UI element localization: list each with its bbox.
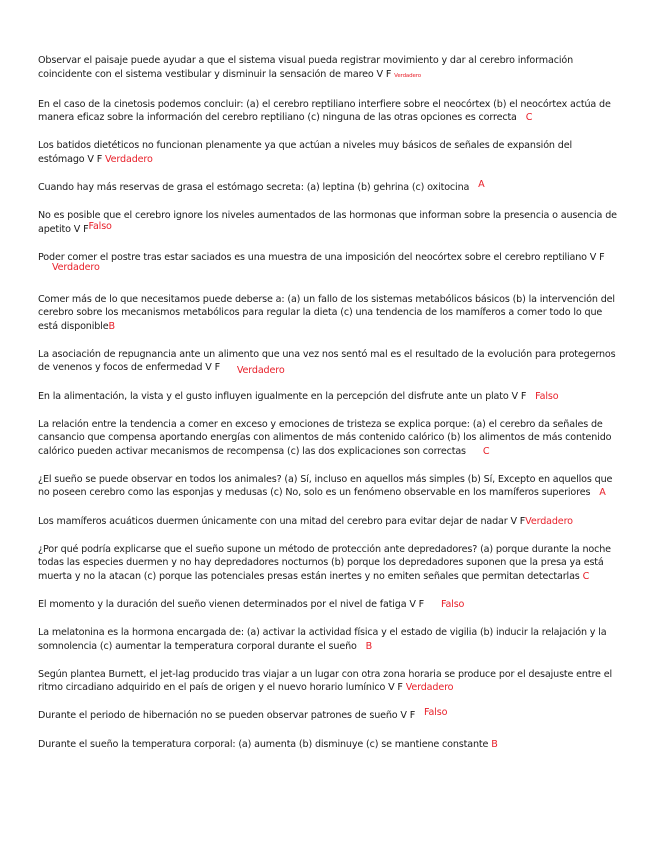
question-text: Cuando hay más reservas de grasa el estómago secreta: (a) leptina (b) gehrina (c) oxitocina <box>38 182 470 194</box>
question-item <box>38 139 620 166</box>
question-text: La asociación de repugnancia ante un alimento que una vez nos sentó mal es el resultado de la evolución para protegernos de venenos y focos de enfermedad V F <box>38 348 616 374</box>
question-text: El momento y la duración del sueño vienen determinados por el nivel de fatiga V F <box>38 598 425 610</box>
answer-mark: C <box>525 112 533 124</box>
question-text: ¿El sueño se puede observar en todos los animales? (a) Sí, incluso en aquellos más simples (b) Sí, Excepto en aquellos que no poseen cerebro como las esponjas y medusas (c) No, solo es un fenómeno observable en los mamíferos superiores <box>38 473 613 499</box>
answer-mark: B <box>491 738 498 750</box>
question-item <box>38 418 620 459</box>
question-text: Los batidos dietéticos no funcionan plenamente ya que actúan a niveles muy básicos de señales de expansión del estómago V F <box>38 140 572 165</box>
question-item <box>38 54 620 83</box>
question-text: Durante el periodo de hibernación no se pueden observar patrones de sueño V F <box>38 710 416 722</box>
question-item <box>38 515 620 529</box>
question-item <box>38 251 620 278</box>
question-text: La relación entre la tendencia a comer en exceso y emociones de tristeza se explica porque: (a) el cerebro da señales de cansancio que compensa aportando energías con alimentos de más contenido calórico (b) los alimentos de más contenido calórico pueden activar mecanismos de recompensa (c) las dos explicaciones son correctas <box>38 418 612 457</box>
question-text: Según plantea Burnett, el jet-lag producido tras viajar a un lugar con otra zona horaria se produce por el desajuste entre el ritmo circadiano adquirido en el país de origen y el nuevo horario lumínico V F <box>38 668 612 694</box>
question-text: No es posible que el cerebro ignore los niveles aumentados de las hormonas que informan sobre la presencia o ausencia de apetito V F <box>38 210 617 235</box>
answer-mark: A <box>599 487 606 499</box>
question-list <box>38 54 620 766</box>
answer-mark: Verdadero <box>525 515 573 527</box>
answer-mark: Verdadero <box>394 72 421 79</box>
answer-mark: C <box>582 570 590 582</box>
question-text: ¿Por qué podría explicarse que el sueño supone un método de protección ante depredadores? (a) porque durante la noche todas las especies duermen y no hay depredadores nocturnos (b) porque los depredadores suponen que la presa ya está muerta y no la atacan (c) porque las potenciales presas están inertes y no emiten señales que permitan detectarlas <box>38 543 611 582</box>
answer-mark: Verdadero <box>236 365 285 377</box>
question-item <box>38 598 620 612</box>
answer-mark: Verdadero <box>105 153 153 165</box>
question-item <box>38 209 620 236</box>
answer-mark: Falso <box>535 390 559 402</box>
question-item <box>38 626 620 653</box>
question-item <box>38 348 620 375</box>
answer-mark: Falso <box>88 220 112 232</box>
question-item <box>38 181 620 195</box>
question-item <box>38 473 620 500</box>
question-text: Poder comer el postre tras estar saciados es una muestra de una imposición del neocórtex sobre el cerebro reptiliano V F <box>38 251 605 263</box>
question-item <box>38 98 620 125</box>
question-text: La melatonina es la hormona encargada de: (a) activar la actividad física y el estado de vigilia (b) inducir la relajación y la somnolencia (c) aumentar la temperatura corporal durante el sueño <box>38 627 607 652</box>
question-text: Durante el sueño la temperatura corporal: (a) aumenta (b) disminuye (c) se mantiene constante <box>38 738 489 750</box>
question-text: Observar el paisaje puede ayudar a que el sistema visual pueda registrar movimiento y dar al cerebro información coincidente con el sistema vestibular y disminuir la sensación de mareo V F <box>38 55 573 80</box>
question-item <box>38 668 620 695</box>
answer-mark: Verdadero <box>52 262 100 274</box>
answer-mark: B <box>108 320 115 332</box>
answer-mark: Verdadero <box>405 682 454 694</box>
question-item <box>38 738 620 752</box>
answer-mark: A <box>478 179 485 191</box>
answer-mark: B <box>365 640 373 652</box>
question-item <box>38 543 620 584</box>
answer-mark: Falso <box>424 707 448 719</box>
question-text: Comer más de lo que necesitamos puede deberse a: (a) un fallo de los sistemas metabólicos básicos (b) la intervención del cerebro sobre los mecanismos metabólicos para regular la dieta (c) una tendencia de los mamíferos a comer todo lo que está disponible <box>38 293 615 332</box>
answer-mark: Falso <box>440 598 465 610</box>
question-item <box>38 709 620 723</box>
question-item <box>38 293 620 334</box>
question-text: En la alimentación, la vista y el gusto influyen igualmente en la percepción del disfrute ante un plato V F <box>38 390 527 402</box>
question-text: En el caso de la cinetosis podemos concluir: (a) el cerebro reptiliano interfiere sobre el neocórtex (b) el neocórtex actúa de manera eficaz sobre la información del cerebro reptiliano (c) ninguna de las otras opciones es correcta <box>38 98 611 124</box>
answer-mark: C <box>482 445 490 457</box>
question-text: Los mamíferos acuáticos duermen únicamente con una mitad del cerebro para evitar dejar de nadar V F <box>38 515 526 527</box>
question-item <box>38 390 620 404</box>
